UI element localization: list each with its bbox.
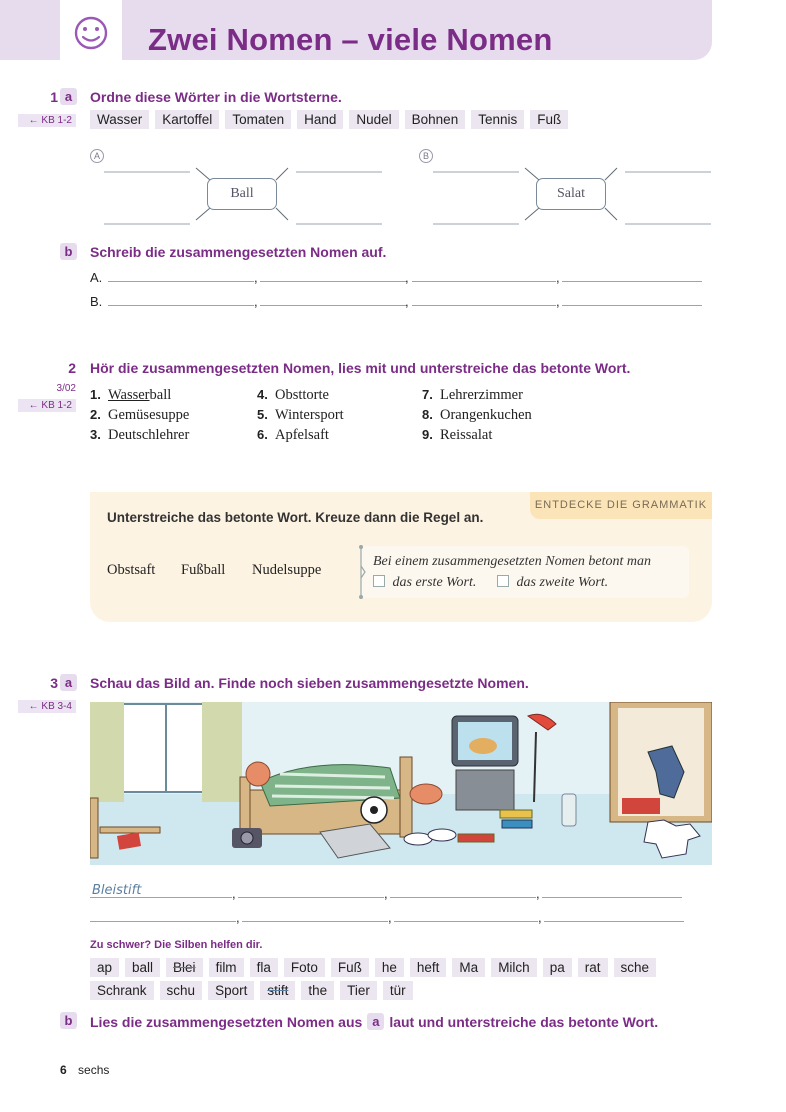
smiley-icon: [60, 0, 122, 60]
page-title: Zwei Nomen – viele Nomen: [148, 22, 553, 57]
syllable-chips-row-2: [90, 981, 413, 1000]
example-answer: Bleistift: [92, 883, 142, 898]
word-chip: Wasser: [90, 110, 149, 129]
comma: ,: [405, 294, 409, 309]
star-b-label: B: [419, 149, 433, 163]
exercise-1-kb-ref: ← KB 1-2: [18, 114, 76, 127]
syllable-chip-used: stift: [260, 981, 295, 1000]
exercise-1-number: 1: [50, 89, 58, 105]
list-item: 2. Gemüsesuppe: [90, 407, 190, 423]
hint-text: Zu schwer? Die Silben helfen dir.: [90, 939, 263, 951]
list-item: 7. Lehrerzimmer: [422, 387, 523, 403]
comma: ,: [405, 270, 409, 285]
word-chip: Nudel: [349, 110, 398, 129]
syllable-chip: ap: [90, 958, 119, 977]
rule-option-1[interactable]: das erste Wort.: [373, 575, 476, 591]
word-chip: Tomaten: [225, 110, 291, 129]
exercise-3-kb-ref: ← KB 3-4: [18, 700, 76, 713]
answer-line[interactable]: [108, 305, 254, 306]
syllable-chip: tür: [383, 981, 413, 1000]
syllable-chip: rat: [578, 958, 608, 977]
syllable-chip: ball: [125, 958, 160, 977]
grammar-tag: ENTDECKE DIE GRAMMATIK: [530, 492, 712, 519]
grammar-word: Obstsaft: [107, 562, 156, 578]
exercise-2-number: 2: [68, 360, 76, 376]
list-item: 4. Obsttorte: [257, 387, 329, 403]
list-column-3: [422, 385, 532, 445]
syllable-chip: sche: [614, 958, 657, 977]
room-scene-graphic: [90, 702, 712, 865]
answer-line[interactable]: [542, 897, 682, 898]
answer-line[interactable]: [108, 281, 254, 282]
syllable-chip: Foto: [284, 958, 325, 977]
word-chip: Fuß: [530, 110, 568, 129]
word-chip: Hand: [297, 110, 343, 129]
exercise-1b-badge: b: [60, 243, 77, 260]
syllable-chip: the: [301, 981, 334, 1000]
syllable-chip: Milch: [491, 958, 537, 977]
exercise-3a-badge: a: [60, 674, 77, 691]
syllable-chip: Tier: [340, 981, 377, 1000]
grammar-word: Nudelsuppe: [252, 562, 322, 578]
row-b-label: B.: [90, 294, 103, 309]
list-column-1: [90, 385, 189, 445]
list-item: 1. Wasserball: [90, 387, 172, 403]
comma: ,: [388, 910, 392, 925]
comma: ,: [254, 294, 258, 309]
ref-badge: a: [367, 1013, 384, 1030]
exercise-3b-instruction: Lies die zusammengesetzten Nomen aus a laut und unterstreiche das betonte Wort.: [90, 1013, 659, 1030]
word-chips: [90, 110, 568, 129]
rule-bracket: [355, 544, 367, 600]
comma: ,: [254, 270, 258, 285]
exercise-1a-instruction: Ordne diese Wörter in die Wortsterne.: [90, 89, 342, 105]
page-footer: [60, 1063, 109, 1077]
exercise-2-instruction: Hör die zusammengesetzten Nomen, lies mit und unterstreiche das betonte Wort.: [90, 360, 631, 376]
syllable-chip: he: [375, 958, 404, 977]
word-chip: Kartoffel: [155, 110, 219, 129]
syllable-chip: fla: [250, 958, 278, 977]
exercise-3a-instruction: Schau das Bild an. Finde noch sieben zusammengesetzte Nomen.: [90, 675, 529, 691]
comma: ,: [538, 910, 542, 925]
syllable-chip: film: [209, 958, 244, 977]
comma: ,: [236, 910, 240, 925]
list-column-2: [257, 385, 344, 445]
syllable-chip: Sport: [208, 981, 254, 1000]
answer-line[interactable]: [562, 281, 702, 282]
answer-line[interactable]: [412, 281, 556, 282]
list-item: 5. Wintersport: [257, 407, 344, 423]
exercise-3-number: 3: [50, 675, 58, 691]
comma: ,: [536, 886, 540, 901]
answer-line[interactable]: [260, 305, 406, 306]
grammar-instruction: Unterstreiche das betonte Wort. Kreuze dann die Regel an.: [107, 510, 484, 525]
page-word: sechs: [78, 1063, 110, 1077]
word-chip: Bohnen: [405, 110, 466, 129]
answer-line[interactable]: [260, 281, 406, 282]
exercise-1a-badge: a: [60, 88, 77, 105]
syllable-chip: Schrank: [90, 981, 154, 1000]
exercise-3b-badge: b: [60, 1012, 77, 1029]
word-chip: Tennis: [471, 110, 524, 129]
rule-option-2[interactable]: das zweite Wort.: [497, 575, 608, 591]
syllable-chip: Fuß: [331, 958, 369, 977]
answer-line[interactable]: [412, 305, 556, 306]
syllable-chip-used: Blei: [166, 958, 203, 977]
star-b-center: Salat: [536, 178, 606, 210]
syllable-chip: pa: [543, 958, 572, 977]
comma: ,: [556, 270, 560, 285]
syllable-chip: schu: [160, 981, 203, 1000]
answer-line[interactable]: [90, 921, 236, 922]
star-a-center: Ball: [207, 178, 277, 210]
star-a-label: A: [90, 149, 104, 163]
answer-line[interactable]: [90, 897, 232, 898]
syllable-chip: heft: [410, 958, 447, 977]
comma: ,: [384, 886, 388, 901]
rule-text: Bei einem zusammengesetzten Nomen betont man: [373, 554, 651, 569]
audio-track: 3/02: [56, 383, 76, 394]
answer-line[interactable]: [562, 305, 702, 306]
grammar-word: Fußball: [181, 562, 226, 578]
page-number: 6: [60, 1063, 67, 1077]
answer-line[interactable]: [394, 921, 538, 922]
answer-line[interactable]: [544, 921, 684, 922]
smiley-box: [60, 0, 122, 60]
checkbox[interactable]: [373, 575, 385, 587]
checkbox[interactable]: [497, 575, 509, 587]
syllable-chips-row-1: [90, 958, 656, 977]
list-item: 3. Deutschlehrer: [90, 427, 190, 443]
list-item: 6. Apfelsaft: [257, 427, 329, 443]
exercise-1b-instruction: Schreib die zusammengesetzten Nomen auf.: [90, 244, 387, 260]
room-illustration: [90, 702, 712, 865]
answer-line[interactable]: [390, 897, 536, 898]
exercise-2-kb-ref: ← KB 1-2: [18, 399, 76, 412]
row-a-label: A.: [90, 270, 103, 285]
answer-line[interactable]: [242, 921, 388, 922]
answer-line[interactable]: [238, 897, 384, 898]
list-item: 9. Reissalat: [422, 427, 493, 443]
comma: ,: [556, 294, 560, 309]
syllable-chip: Ma: [452, 958, 485, 977]
underlined-word: Wasser: [108, 387, 150, 403]
comma: ,: [232, 886, 236, 901]
list-item: 8. Orangenkuchen: [422, 407, 532, 423]
